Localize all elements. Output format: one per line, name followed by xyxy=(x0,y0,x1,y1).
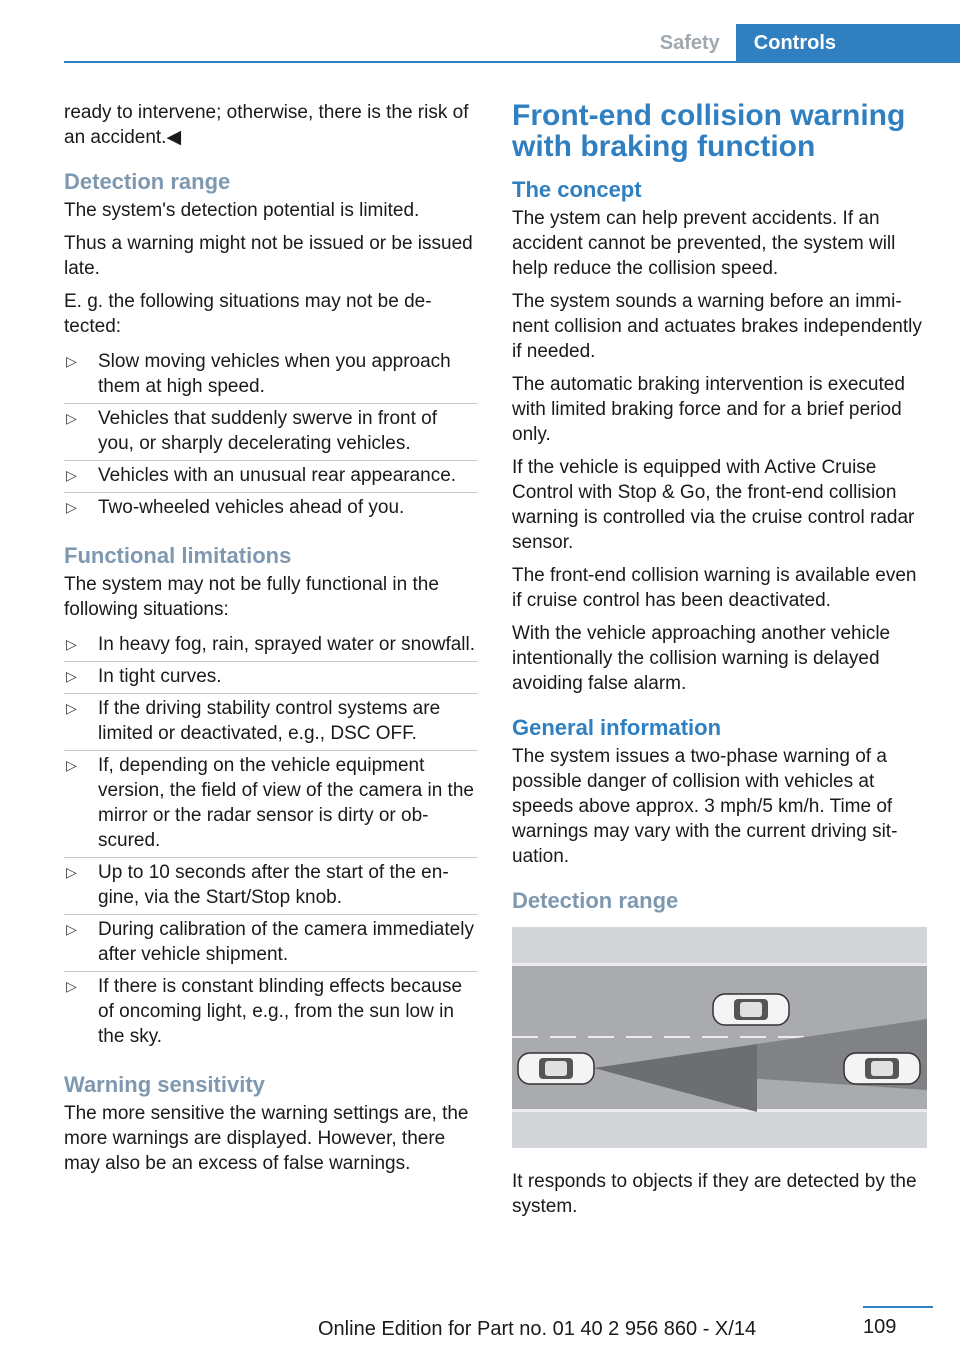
bullet-triangle-icon: ▷ xyxy=(66,467,77,483)
bullet-triangle-icon: ▷ xyxy=(66,353,77,369)
bullet-triangle-icon: ▷ xyxy=(66,757,77,773)
list-item: ▷ Two-wheeled vehicles ahead of you. xyxy=(64,492,478,524)
list-item: ▷ During calibration of the camera immediately after vehicle shipment. xyxy=(64,914,478,971)
list-item: ▷ In tight curves. xyxy=(64,661,478,693)
detection-p3: E. g. the following situations may not be detected: xyxy=(64,291,432,337)
edition-footer: Online Edition for Part no. 01 40 2 956 860 - X/14 xyxy=(318,1318,757,1340)
section-title: Front-end collision warning with braking function xyxy=(512,99,906,163)
header-tabs xyxy=(640,24,960,62)
list-item: ▷ If there is constant blinding effects because of oncoming light, e.g., from the sun low in the sky. xyxy=(64,971,478,1053)
tab-safety[interactable]: Safety xyxy=(659,32,720,54)
bullet-triangle-icon: ▷ xyxy=(66,636,77,652)
concept-p1: The ystem can help prevent accidents. If an accident cannot be prevented, the system will help reduce the collision speed. xyxy=(512,208,896,279)
car-ahead-icon xyxy=(713,994,789,1025)
list-item: ▷ In heavy fog, rain, sprayed water or snowfall. xyxy=(66,634,476,655)
functional-limitations-heading: Functional limitations xyxy=(64,543,292,568)
bullet-triangle-icon: ▷ xyxy=(66,410,77,426)
concept-p3: The automatic braking intervention is executed with limited braking force and for a brief period only. xyxy=(512,374,905,445)
tab-controls[interactable]: Controls xyxy=(736,24,960,62)
detection-p2: Thus a warning might not be issued or be issued late. xyxy=(64,233,473,279)
list-item: ▷ Up to 10 seconds after the start of the engine, via the Start/Stop knob. xyxy=(64,857,478,914)
own-car-icon xyxy=(518,1053,594,1084)
detection-p1: The system's detection potential is limited. xyxy=(64,200,420,221)
road-edge-top xyxy=(512,963,927,966)
header-rule xyxy=(64,61,960,63)
concept-p5: The front-end collision warning is available even if cruise control has been deactivated. xyxy=(512,565,917,611)
limitations-list xyxy=(64,630,478,1053)
footer-rule xyxy=(863,1306,933,1308)
limitations-p1: The system may not be fully functional in the following situations: xyxy=(64,574,439,620)
list-item: ▷ Vehicles that suddenly swerve in front of you, or sharply decelerating vehicles. xyxy=(64,403,478,460)
general-p1: The system issues a two-phase warning of a possible danger of collision with vehicles at speeds above approx. 3 mph/5 km/h. Time of warnings may vary with the current driving situation. xyxy=(512,746,898,867)
list-item: ▷ If the driving stability control systems are limited or deactivated, e.g., DSC OFF. xyxy=(64,693,478,750)
bullet-triangle-icon: ▷ xyxy=(66,864,77,880)
bullet-triangle-icon: ▷ xyxy=(66,668,77,684)
sensitivity-p1: The more sensitive the warning settings are, the more warnings are displayed. However, there may also be an excess of false warnings. xyxy=(64,1103,469,1174)
detection-range-heading-right: Detection range xyxy=(512,888,679,913)
detection-range-illustration xyxy=(512,927,927,1148)
car-in-lane-icon xyxy=(844,1053,920,1084)
concept-p2: The system sounds a warning before an imminent collision and actuates brakes independently if needed. xyxy=(512,291,922,362)
page-number: 109 xyxy=(863,1316,897,1338)
figure-caption: It responds to objects if they are detected by the system. xyxy=(512,1171,917,1217)
list-item: ▷ Slow moving vehicles when you approach them at high speed. xyxy=(66,351,451,397)
concept-heading: The concept xyxy=(512,177,642,202)
detection-range-heading: Detection range xyxy=(64,169,231,194)
intro-paragraph: ready to intervene; otherwise, there is the risk of an accident.◀ xyxy=(64,102,469,148)
bullet-triangle-icon: ▷ xyxy=(66,978,77,994)
detection-list xyxy=(64,347,478,524)
concept-p4: If the vehicle is equipped with Active Cruise Control with Stop & Go, the front-end collision warning is controlled via the cruise control radar sensor. xyxy=(512,457,915,553)
bullet-triangle-icon: ▷ xyxy=(66,700,77,716)
road-edge-bottom xyxy=(512,1109,927,1112)
concept-p6: With the vehicle approaching another vehicle intentionally the collision warning is delayed avoiding false alarm. xyxy=(512,623,891,694)
bullet-triangle-icon: ▷ xyxy=(66,921,77,937)
warning-sensitivity-heading: Warning sensitivity xyxy=(64,1072,265,1097)
list-item: ▷ Vehicles with an unusual rear appearance. xyxy=(64,460,478,492)
list-item: ▷ If, depending on the vehicle equipment version, the field of view of the camera in the mirror or the radar sensor is dirty or obscured. xyxy=(64,750,478,857)
general-information-heading: General information xyxy=(512,715,722,740)
left-column xyxy=(64,100,478,1184)
right-column xyxy=(512,100,930,1227)
bullet-triangle-icon: ▷ xyxy=(66,499,77,515)
